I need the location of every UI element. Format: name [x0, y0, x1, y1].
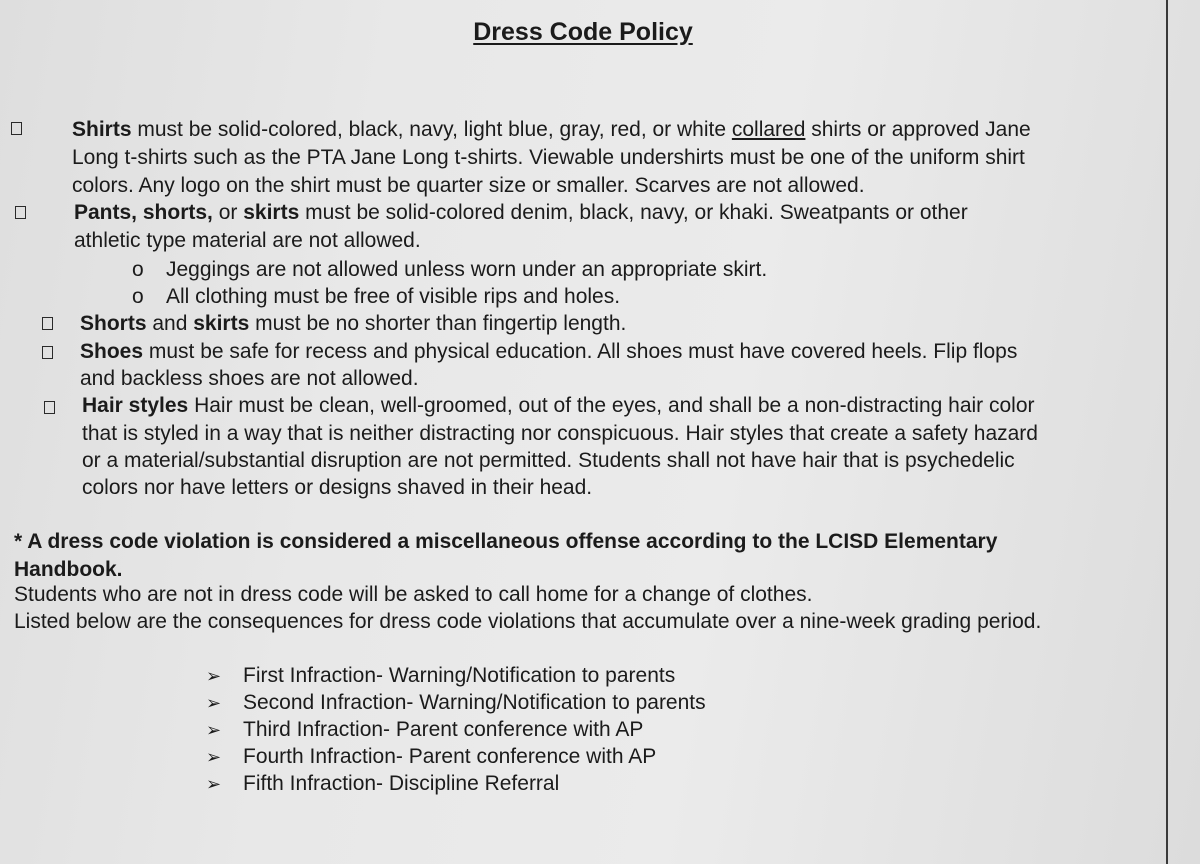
page-edge-line: [1166, 0, 1168, 864]
arrow-bullet-icon: ➢: [206, 774, 222, 794]
checkbox-icon: [42, 317, 53, 330]
rule-hair-line-1: Hair styles Hair must be clean, well-groomed, out of the eyes, and shall be a non-distracting hair color: [82, 394, 1035, 417]
sub-bullet-icon: o: [132, 285, 144, 308]
rule-pants-sub-1: Jeggings are not allowed unless worn under an appropriate skirt.: [166, 258, 768, 281]
rule-hair-line-2: that is styled in a way that is neither distracting nor conspicuous. Hair styles that create a safety hazard: [82, 422, 1038, 445]
arrow-bullet-icon: ➢: [206, 693, 222, 713]
rule-shorts-line-1: Shorts and skirts must be no shorter than fingertip length.: [80, 312, 627, 335]
infraction-item: Fourth Infraction- Parent conference with AP: [243, 745, 657, 768]
rule-hair-line-3: or a material/substantial disruption are not permitted. Students shall not have hair that is psychedelic: [82, 449, 1015, 472]
checkbox-icon: [15, 206, 26, 219]
checkbox-icon: [11, 122, 22, 135]
note-heading-line-2: Handbook.: [14, 558, 123, 581]
infraction-item: Second Infraction- Warning/Notification to parents: [243, 691, 706, 714]
rule-shoes-line-1: Shoes must be safe for recess and physical education. All shoes must have covered heels. Flip flops: [80, 340, 1018, 363]
note-heading-line-1: * A dress code violation is considered a miscellaneous offense according to the LCISD Elementary: [14, 530, 998, 553]
arrow-bullet-icon: ➢: [206, 747, 222, 767]
rule-pants-sub-2: All clothing must be free of visible rips and holes.: [166, 285, 621, 308]
arrow-bullet-icon: ➢: [206, 720, 222, 740]
infraction-item: Third Infraction- Parent conference with AP: [243, 718, 644, 741]
checkbox-icon: [42, 346, 53, 359]
rule-pants-line-1: Pants, shorts, or skirts must be solid-colored denim, black, navy, or khaki. Sweatpants or other: [74, 201, 968, 224]
arrow-bullet-icon: ➢: [206, 666, 222, 686]
rule-hair-line-4: colors nor have letters or designs shaved in their head.: [82, 476, 593, 499]
rule-shirts-line-2: Long t-shirts such as the PTA Jane Long t-shirts. Viewable undershirts must be one of the uniform shirt: [72, 146, 1025, 169]
rule-pants-line-2: athletic type material are not allowed.: [74, 229, 421, 252]
rule-shoes-line-2: and backless shoes are not allowed.: [80, 367, 419, 390]
note-line-2: Listed below are the consequences for dress code violations that accumulate over a nine-week grading period.: [14, 610, 1042, 633]
rule-shirts-line-1: Shirts must be solid-colored, black, navy, light blue, gray, red, or white collared shirts or approved Jane: [72, 118, 1031, 141]
checkbox-icon: [44, 401, 55, 414]
sub-bullet-icon: o: [132, 258, 144, 281]
rule-shirts-line-3: colors. Any logo on the shirt must be quarter size or smaller. Scarves are not allowed.: [72, 174, 865, 197]
infraction-item: Fifth Infraction- Discipline Referral: [243, 772, 560, 795]
infraction-item: First Infraction- Warning/Notification to parents: [243, 664, 676, 687]
page-title: Dress Code Policy: [473, 18, 693, 46]
note-line-1: Students who are not in dress code will be asked to call home for a change of clothes.: [14, 583, 813, 606]
